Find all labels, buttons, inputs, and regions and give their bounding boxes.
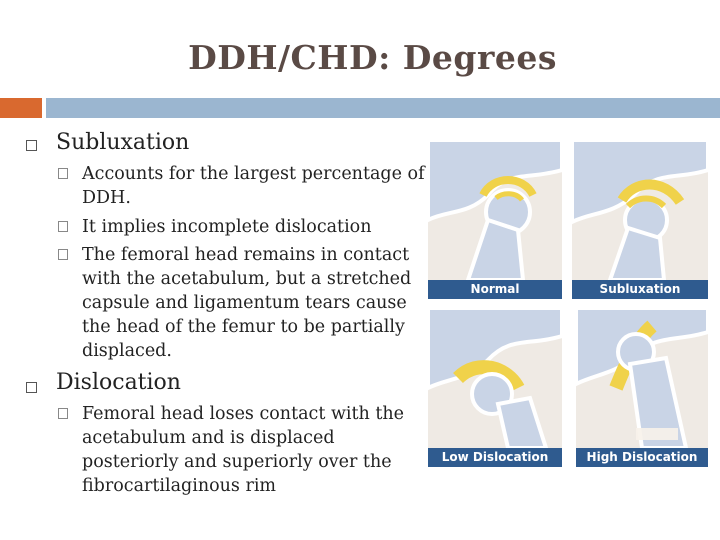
square-bullet-icon xyxy=(26,140,37,151)
bullet-box-icon xyxy=(58,408,68,419)
hip-joint-normal-illustration xyxy=(428,140,562,280)
hip-joint-subluxation-illustration xyxy=(572,140,708,280)
caption-subluxation: Subluxation xyxy=(572,280,708,299)
square-bullet-icon xyxy=(26,382,37,393)
bullet-box-icon xyxy=(58,249,68,260)
bullet-point: Femoral head loses contact with the acetabulum and is displaced posteriorly and superiorly over the fibrocartilaginous rim xyxy=(82,402,417,498)
hip-illustration-subluxation xyxy=(572,140,708,280)
hip-illustration-normal xyxy=(428,140,562,280)
hip-illustration-low-dislocation xyxy=(428,308,562,448)
hip-joint-low-dislocation-illustration xyxy=(428,308,562,448)
header-accent-bar-blue xyxy=(46,98,720,118)
bullet-box-icon xyxy=(58,168,68,179)
bullet-point: It implies incomplete dislocation xyxy=(82,215,427,239)
bullet-point: Accounts for the largest percentage of DDH. xyxy=(82,162,427,210)
hip-illustration-high-dislocation xyxy=(576,308,708,448)
slide-title: DDH/CHD: Degrees xyxy=(188,38,557,77)
section-heading-subluxation: Subluxation xyxy=(56,130,190,155)
caption-normal: Normal xyxy=(428,280,562,299)
bullet-box-icon xyxy=(58,221,68,232)
section-heading-dislocation: Dislocation xyxy=(56,370,181,395)
caption-low-dislocation: Low Dislocation xyxy=(428,448,562,467)
bullet-point: The femoral head remains in contact with the acetabulum, but a stretched capsule and ligamentum tears cause the head of the femur to be partially displaced. xyxy=(82,243,422,363)
hip-joint-high-dislocation-illustration xyxy=(576,308,708,448)
caption-high-dislocation: High Dislocation xyxy=(576,448,708,467)
header-accent-bar-orange xyxy=(0,98,42,118)
